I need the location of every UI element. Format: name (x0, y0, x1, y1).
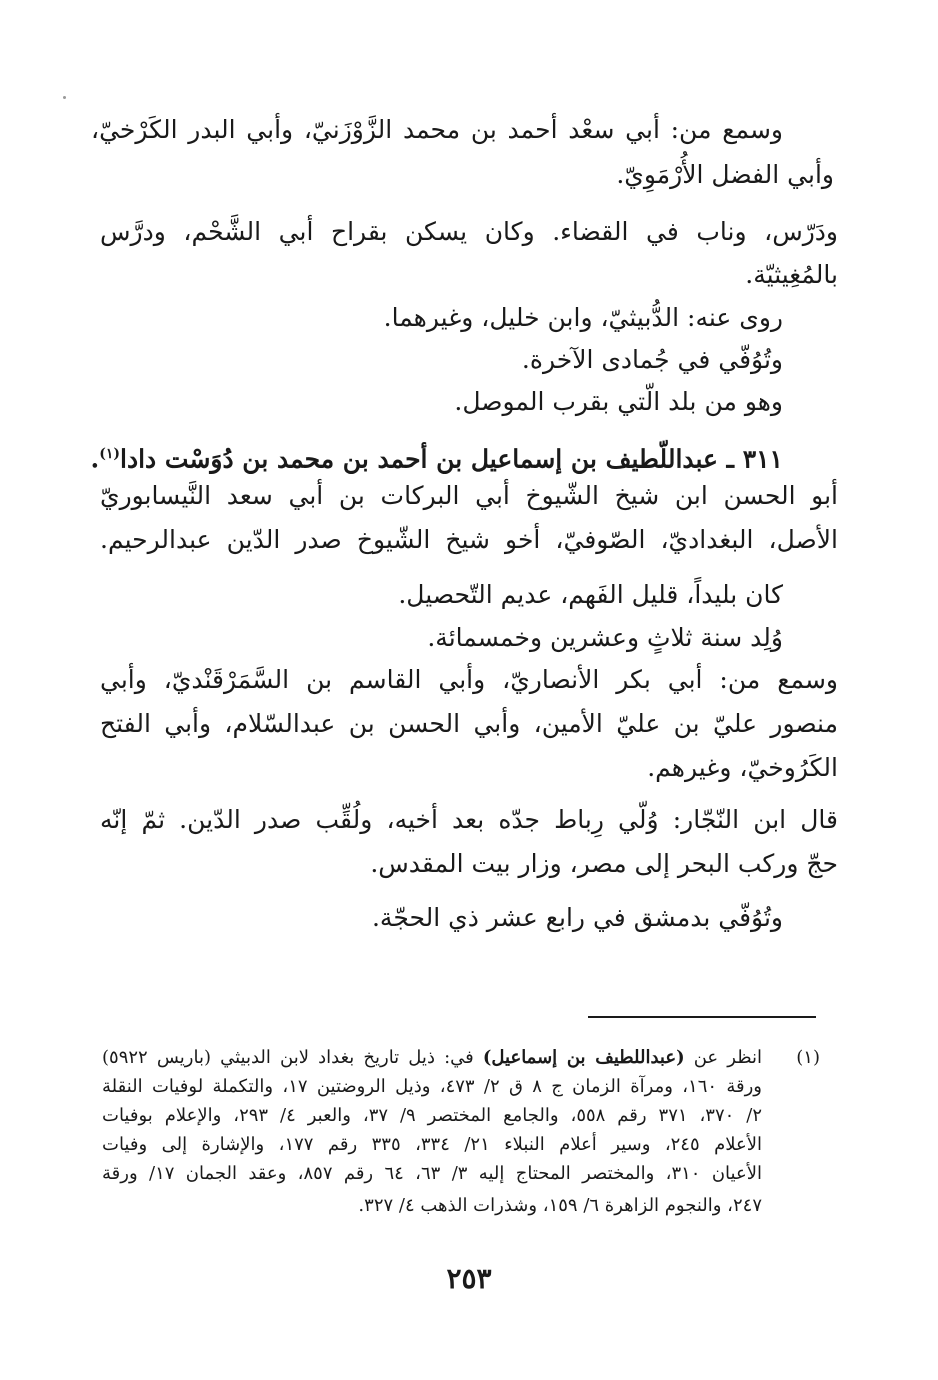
paragraph-line: حجّ وركب البحر إلى مصر، وزار بيت المقدس. (370, 849, 838, 878)
footnote-line: ٢/ ٣٧٠، ٣٧١ رقم ٥٥٨، والجامع المختصر ٩/ ٣٧، والعبر ٤/ ٢٩٣، والإعلام بوفيات (102, 1105, 762, 1126)
footnote-subject: (عبداللطيف بن إسماعيل) (482, 1047, 685, 1068)
paragraph-line: ودَرّس، وناب في القضاء. وكان يسكن بقراح أبي الشَّحْم، ودرَّس (100, 217, 838, 246)
paragraph-line: وتُوُفّي في جُمادى الآخرة. (521, 345, 783, 374)
footnote-line (102, 1044, 762, 1072)
entry-heading-text: ٣١١ ـ عبداللّطيف بن إسماعيل بن أحمد بن محمد بن دُوَسْت دادا (120, 444, 783, 474)
paragraph-line: منصور عليّ بن عليّ الأمين، وأبي الحسن بن عبدالسّلام، وأبي الفتح (100, 709, 838, 738)
paragraph-line: وأبي الفضل الأُرْمَوِيّ. (616, 160, 834, 189)
footnote-line: ٢٤٧، والنجوم الزاهرة ٦/ ١٥٩، وشذرات الذهب ٤/ ٣٢٧. (358, 1195, 762, 1216)
page-number: ٢٥٣ (446, 1262, 492, 1295)
paragraph-line: قال ابن النّجّار: وُلّي رِباط جدّه بعد أخيه، ولُقِّب صدر الدّين. ثمّ إنّه (100, 805, 838, 834)
paragraph-line: كان بليداً، قليل الفَهم، عديم التّحصيل. (398, 580, 783, 609)
paragraph-line: الكَرُوخيّ، وغيرهم. (647, 753, 838, 782)
paragraph-line: روى عنه: الدُّبيثيّ، وابن خليل، وغيرهما. (383, 303, 783, 332)
footnote-line: الأعلام ٢٤٥، وسير أعلام النبلاء ٢١/ ٣٣٤، ٣٣٥ رقم ١٧٧، والإشارة إلى وفيات (102, 1134, 762, 1155)
entry-heading (91, 436, 783, 477)
footnote-separator (588, 1016, 816, 1018)
footnote-lead: انظر عن (693, 1047, 762, 1068)
paragraph-line: بالمُغِيثيّة. (745, 260, 838, 289)
footnote-rest: في: ذيل تاريخ بغداد لابن الدبيثي (باريس ٥٩٢٢) (102, 1047, 474, 1068)
footnote-ref: (١) (99, 446, 121, 462)
paragraph-line: وُلِد سنة ثلاثٍ وعشرين وخمسمائة. (427, 623, 783, 652)
paragraph-line: وهو من بلد الّتي بقرب الموصل. (454, 387, 783, 416)
footnote-line: الأعيان ٣١٠، والمختصر المحتاج إليه ٣/ ٦٣، ٦٤ رقم ٨٥٧، وعقد الجمان ١٧/ ورقة (102, 1163, 762, 1184)
footnote-line: ورقة ١٦٠، ومرآة الزمان ج ٨ ق ٢/ ٤٧٣، وذيل الروضتين ١٧، والتكملة لوفيات النقلة (102, 1076, 762, 1097)
scan-speck (63, 96, 66, 99)
paragraph-line: أبو الحسن ابن شيخ الشّيوخ أبي البركات بن أبي سعد النَّيسابوريّ (100, 481, 838, 510)
paragraph-line: وسمع من: أبي سعْد أحمد بن محمد الزَّوْزَنيّ، وأبي البدر الكَرْخيّ، (91, 115, 783, 144)
paragraph-line: وتُوُفّي بدمشق في رابع عشر ذي الحجّة. (371, 903, 783, 932)
paragraph-line: الأصل، البغداديّ، الصّوفيّ، أخو شيخ الشّيوخ صدر الدّين عبدالرحيم. (100, 525, 838, 554)
footnote-number: (١) (796, 1047, 820, 1068)
paragraph-line: وسمع من: أبي بكر الأنصاريّ، وأبي القاسم بن السَّمَرْقَنْديّ، وأبي (100, 665, 838, 694)
entry-heading-end: . (90, 444, 100, 474)
